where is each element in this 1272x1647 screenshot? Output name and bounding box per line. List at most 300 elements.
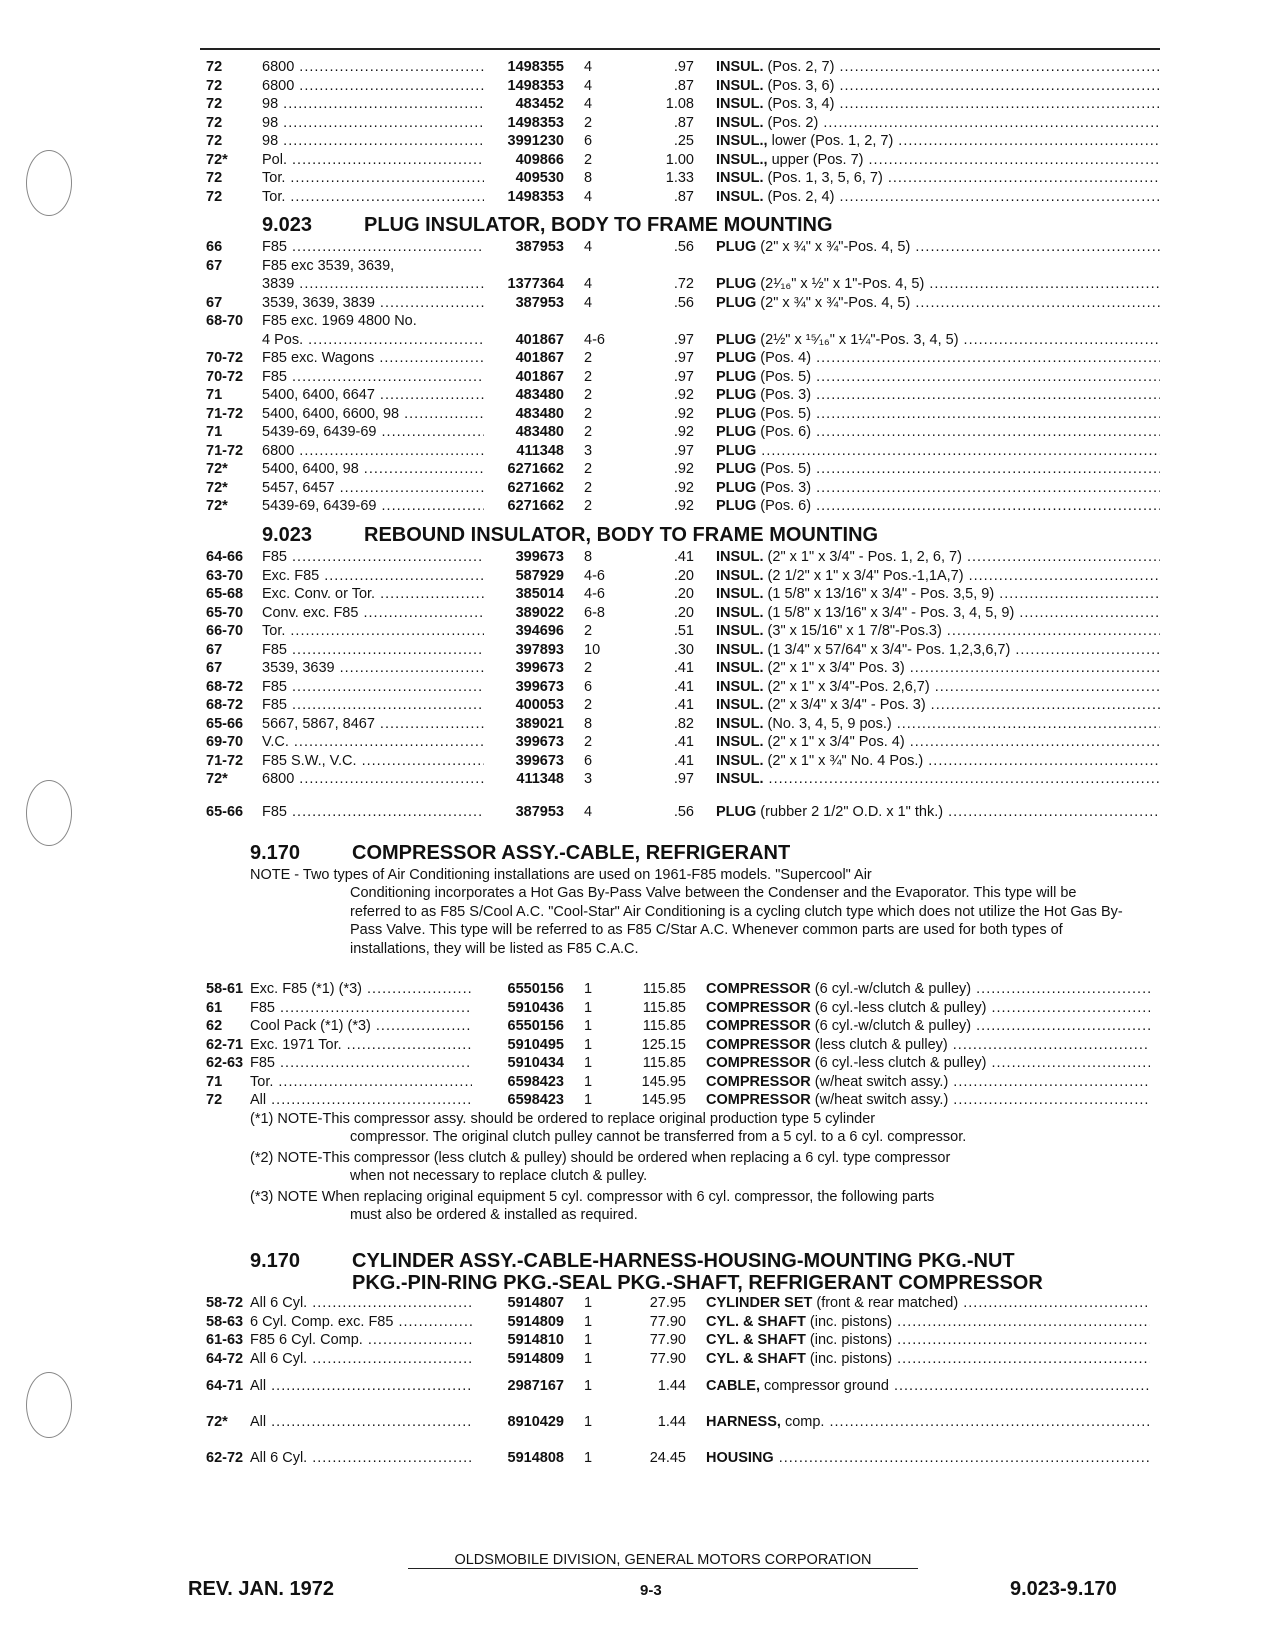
row-description-keyword: INSUL. (716, 96, 764, 112)
row-year: 71-72 (206, 442, 244, 459)
row-model: 4 Pos. ..... (262, 331, 484, 350)
row-part-number: 399673 (515, 752, 564, 769)
table-row (0, 331, 1272, 350)
row-price: .92 (673, 424, 694, 440)
row-part-number: 399673 (515, 678, 564, 695)
row-year: 71-72 (206, 752, 244, 769)
row-model: F85 ..... (250, 1054, 472, 1073)
row-description-keyword: INSUL. (716, 660, 764, 676)
row-description (706, 1440, 1150, 1476)
row-year: 61 (206, 999, 223, 1016)
footnote-lead: (*2) NOTE-This compressor (less clutch & pulley) should be ordered when replacing a 6 cyl. type compressor (250, 1149, 951, 1166)
row-description (716, 641, 1160, 660)
table-row (0, 423, 1272, 442)
row-description-detail: (2" x 3/4" x 3/4" - Pos. 3) (763, 697, 926, 713)
row-description-detail: (2" x 1" x 3/4"-Pos. 2,6,7) (763, 678, 930, 695)
row-quantity: 8 (584, 549, 593, 565)
row-description-detail: (Pos. 2) (763, 114, 819, 131)
row-description-detail: (3" x 15/16" x 1 7/8"-Pos.3) (763, 623, 942, 639)
row-model: Conv. exc. F85 ..... (262, 604, 484, 623)
row-description-keyword: INSUL. (716, 59, 764, 75)
row-description (716, 548, 1160, 567)
row-quantity: 4 (584, 276, 593, 292)
table-row (0, 442, 1272, 461)
table-row (0, 585, 1272, 604)
row-description-keyword: INSUL. (716, 586, 764, 602)
row-price: .20 (673, 604, 694, 621)
row-year: 72 (206, 188, 223, 205)
row-model: All 6 Cyl. ..... (250, 1440, 472, 1476)
row-description (716, 331, 1160, 350)
section-title: COMPRESSOR ASSY.-CABLE, REFRIGERANT (352, 842, 791, 864)
table-row (0, 497, 1272, 516)
row-description-detail: (Pos. 3, 6) (763, 77, 835, 94)
table-row (0, 1294, 1272, 1313)
row-year: 71 (206, 424, 223, 440)
row-part-number: 3991230 (507, 133, 564, 149)
row-year: 58-63 (206, 1313, 244, 1330)
row-year: 67 (206, 257, 223, 274)
row-price: .97 (673, 59, 694, 75)
row-price: .97 (673, 368, 694, 385)
row-model: F85 ..... (262, 696, 484, 715)
row-price: 1.44 (657, 1414, 686, 1430)
section-compressor (0, 840, 1272, 1227)
row-price: 1.08 (665, 96, 694, 112)
row-year: 67 (206, 294, 223, 311)
row-price: .56 (673, 803, 694, 820)
row-part-number: 389021 (515, 715, 564, 732)
row-price: .41 (673, 549, 694, 565)
row-description-detail: (Pos. 4) (756, 350, 812, 366)
row-description (716, 132, 1160, 151)
row-description (716, 294, 1160, 313)
row-year: 65-66 (206, 803, 244, 820)
row-part-number: 387953 (515, 803, 564, 820)
row-part-number: 6271662 (507, 498, 564, 514)
row-description-keyword: INSUL. (716, 678, 764, 695)
row-description-detail: (Pos. 2, 7) (763, 59, 835, 75)
row-quantity: 4-6 (584, 586, 605, 602)
row-description (706, 1017, 1150, 1036)
row-year: 64-72 (206, 1350, 244, 1367)
row-year: 62-63 (206, 1055, 244, 1071)
row-quantity: 4-6 (584, 331, 605, 348)
table-row (0, 1368, 1272, 1404)
row-description-keyword: HARNESS, (706, 1414, 781, 1430)
row-year: 68-70 (206, 313, 244, 329)
row-description (706, 1294, 1150, 1313)
row-price: .97 (673, 350, 694, 366)
row-price: 115.85 (642, 981, 686, 997)
row-model: F85 ..... (262, 803, 484, 822)
row-model: 6800 ..... (262, 58, 484, 77)
footnote-lead: (*3) NOTE When replacing original equipment 5 cyl. compressor with 6 cyl. compressor, the following parts (250, 1188, 935, 1205)
row-description-detail: (Pos. 6) (756, 424, 812, 440)
table-row (0, 95, 1272, 114)
row-model: 98 ..... (262, 114, 484, 133)
row-part-number: 483480 (515, 387, 564, 403)
row-description-detail: (2½" x ¹⁵⁄₁₆" x 1¼"-Pos. 3, 4, 5) (756, 331, 959, 348)
row-description-detail: (inc. pistons) (805, 1350, 893, 1367)
row-price: 145.95 (641, 1092, 686, 1108)
row-model: Exc. F85 (*1) (*3) ..... (250, 980, 472, 999)
row-description-detail: (inc. pistons) (805, 1313, 893, 1330)
row-part-number: 1377364 (507, 276, 564, 292)
row-part-number: 483480 (515, 424, 564, 440)
row-year: 72 (206, 77, 223, 94)
row-quantity: 4 (584, 59, 593, 75)
row-model: Exc. 1971 Tor. ..... (250, 1036, 472, 1055)
section-title: CYLINDER ASSY.-CABLE-HARNESS-HOUSING-MOUNTING PKG.-NUT (352, 1250, 1015, 1272)
row-description (716, 604, 1160, 623)
row-description (716, 423, 1160, 442)
row-description (716, 95, 1160, 114)
table-row (0, 257, 1272, 276)
row-part-number: 401867 (515, 350, 564, 366)
section-number: 9.170 (250, 842, 301, 864)
row-quantity: 4 (584, 77, 593, 94)
table-row (0, 659, 1272, 678)
row-description (716, 733, 1160, 752)
table-row (0, 733, 1272, 752)
row-description-keyword: PLUG (716, 387, 757, 403)
row-description-detail: comp. (780, 1414, 825, 1430)
row-price: 27.95 (649, 1295, 686, 1311)
footer-section-range: 9.023-9.170 (1010, 1578, 1117, 1600)
table-row (0, 1091, 1272, 1110)
row-description (706, 1350, 1150, 1369)
row-description (716, 803, 1160, 822)
row-year: 62-71 (206, 1036, 244, 1053)
footnote (0, 1110, 1272, 1147)
row-description (716, 479, 1160, 498)
row-part-number: 399673 (515, 734, 564, 750)
section-number: 9.023 (262, 524, 313, 546)
row-quantity: 1 (584, 1350, 593, 1367)
section-title: REBOUND INSULATOR, BODY TO FRAME MOUNTING (364, 524, 879, 546)
row-part-number: 409530 (515, 170, 564, 186)
row-quantity: 6 (584, 678, 593, 695)
row-price: .20 (673, 567, 694, 584)
row-description (716, 386, 1160, 405)
row-part-number: 6271662 (507, 461, 564, 477)
row-description (716, 585, 1160, 604)
row-description-detail: lower (Pos. 1, 2, 7) (767, 133, 894, 149)
row-year: 61-63 (206, 1332, 244, 1348)
row-year: 65-66 (206, 715, 244, 732)
row-description (716, 659, 1160, 678)
row-model: 6 Cyl. Comp. exc. F85 ..... (250, 1313, 472, 1332)
row-description-keyword: INSUL. (716, 734, 764, 750)
row-price: .97 (673, 331, 694, 348)
row-description-keyword: CYLINDER SET (706, 1295, 813, 1311)
table-row (0, 696, 1272, 715)
row-price: .92 (673, 461, 694, 477)
row-description-keyword: COMPRESSOR (706, 981, 811, 997)
row-description-detail: (6 cyl.-w/clutch & pulley) (810, 1018, 972, 1034)
footnote (0, 1149, 1272, 1186)
row-description (716, 58, 1160, 77)
row-quantity: 2 (584, 350, 593, 366)
row-part-number: 399673 (515, 660, 564, 676)
row-description-detail: (6 cyl.-w/clutch & pulley) (810, 981, 972, 997)
row-quantity: 2 (584, 461, 593, 477)
row-part-number: 5914810 (507, 1332, 564, 1348)
row-price: 1.44 (657, 1378, 686, 1394)
row-quantity: 2 (584, 660, 593, 676)
row-description-detail: (Pos. 3) (756, 479, 812, 496)
row-price: 77.90 (649, 1332, 686, 1348)
row-description-keyword: INSUL. (716, 715, 764, 732)
section-heading (0, 840, 1272, 866)
row-model: F85 ..... (262, 548, 484, 567)
note-lead: NOTE - Two types of Air Conditioning installations are used on 1961-F85 models. "Supercool" Air (250, 867, 872, 883)
row-description (716, 567, 1160, 586)
row-description-keyword: PLUG (716, 239, 757, 255)
row-description-keyword: INSUL. (716, 752, 764, 769)
row-description (716, 696, 1160, 715)
row-part-number: 399673 (515, 549, 564, 565)
row-description (706, 1091, 1150, 1110)
row-part-number: 6598423 (507, 1092, 564, 1108)
row-price: .87 (673, 77, 694, 94)
row-quantity: 1 (584, 1018, 593, 1034)
row-quantity: 6 (584, 752, 593, 769)
row-description (716, 151, 1160, 170)
row-description-detail: (1 3/4" x 57/64" x 3/4"- Pos. 1,2,3,6,7) (763, 641, 1011, 658)
row-model: 5400, 6400, 98 ..... (262, 460, 484, 479)
row-description-keyword: INSUL., (716, 151, 768, 168)
table-row (0, 312, 1272, 331)
row-quantity: 1 (584, 1036, 593, 1053)
row-year: 58-61 (206, 981, 244, 997)
section-title: PKG.-PIN-RING PKG.-SEAL PKG.-SHAFT, REFRIGERANT COMPRESSOR (352, 1272, 1043, 1294)
row-part-number: 1498355 (507, 59, 564, 75)
section-heading (0, 212, 1272, 238)
row-description-detail: (rubber 2 1/2" O.D. x 1" thk.) (756, 803, 944, 820)
row-price: 1.33 (665, 170, 694, 186)
row-price: 115.85 (642, 1018, 686, 1034)
row-model: 5457, 6457 ..... (262, 479, 484, 498)
row-year: 58-72 (206, 1295, 244, 1311)
row-price: .20 (673, 586, 694, 602)
table-row (0, 386, 1272, 405)
row-quantity: 2 (584, 623, 593, 639)
row-quantity: 1 (584, 1414, 593, 1430)
row-part-number: 5910495 (507, 1036, 564, 1053)
table-row (0, 479, 1272, 498)
table-row (0, 678, 1272, 697)
row-description (716, 678, 1160, 697)
row-model: F85 exc. 1969 4800 No. (262, 313, 417, 329)
row-price: .87 (673, 114, 694, 131)
row-description (716, 497, 1160, 516)
row-part-number: 1498353 (507, 77, 564, 94)
row-description-keyword: INSUL. (716, 697, 764, 713)
row-part-number: 5914808 (507, 1450, 564, 1466)
row-model: 5400, 6400, 6647 ..... (262, 386, 484, 405)
row-description-keyword: PLUG (716, 442, 757, 459)
row-quantity: 4 (584, 294, 593, 311)
row-quantity: 4 (584, 96, 593, 112)
row-price: .72 (673, 276, 694, 292)
row-quantity: 1 (584, 1313, 593, 1330)
row-part-number: 587929 (515, 567, 564, 584)
table-row (0, 641, 1272, 660)
row-description-keyword: CABLE, (706, 1378, 760, 1394)
row-model: F85 exc. Wagons ..... (262, 349, 484, 368)
row-description-detail: (inc. pistons) (805, 1332, 893, 1348)
row-description (716, 188, 1160, 207)
row-part-number: 400053 (515, 697, 564, 713)
row-price: .97 (673, 442, 694, 459)
row-part-number: 389022 (515, 604, 564, 621)
row-description-keyword: PLUG (716, 498, 757, 514)
section-heading (0, 1250, 1272, 1272)
row-year: 72 (206, 59, 223, 75)
row-part-number: 387953 (515, 294, 564, 311)
row-description-detail: (2" x 1" x 3/4" - Pos. 1, 2, 6, 7) (763, 549, 962, 565)
row-description-detail: upper (Pos. 7) (767, 151, 864, 168)
row-description-keyword: PLUG (716, 350, 757, 366)
row-description-keyword: CYL. & SHAFT (706, 1332, 806, 1348)
row-model: Exc. Conv. or Tor. ..... (262, 585, 484, 604)
row-model: 5439-69, 6439-69 ..... (262, 423, 484, 442)
row-description-keyword: PLUG (716, 461, 757, 477)
row-year: 67 (206, 641, 223, 658)
row-price: .92 (673, 387, 694, 403)
row-description (706, 1313, 1150, 1332)
row-description-detail: (Pos. 1, 3, 5, 6, 7) (763, 170, 883, 186)
row-quantity: 2 (584, 368, 593, 385)
table-row (0, 114, 1272, 133)
ac-note (0, 866, 1272, 980)
row-year: 63-70 (206, 567, 244, 584)
row-price: 24.45 (649, 1450, 686, 1466)
row-description-keyword: INSUL. (716, 771, 764, 787)
row-quantity: 2 (584, 405, 593, 422)
row-description-detail: (front & rear matched) (812, 1295, 959, 1311)
row-quantity: 2 (584, 498, 593, 514)
row-quantity: 1 (584, 1450, 593, 1466)
row-quantity: 3 (584, 771, 593, 787)
row-description (706, 999, 1150, 1018)
row-part-number: 5914809 (507, 1350, 564, 1367)
row-price: .82 (673, 715, 694, 732)
table-row (0, 770, 1272, 789)
table-row (0, 460, 1272, 479)
row-year: 72 (206, 96, 223, 112)
row-year: 65-70 (206, 604, 244, 621)
row-description-detail: (1 5/8" x 13/16" x 3/4" - Pos. 3, 4, 5, 9) (763, 604, 1015, 621)
row-description-detail: (2" x 1" x 3/4" Pos. 4) (763, 734, 905, 750)
row-model: All ..... (250, 1091, 472, 1110)
row-part-number: 409866 (515, 151, 564, 168)
row-part-number: 394696 (515, 623, 564, 639)
table-row (0, 1017, 1272, 1036)
row-model: F85 ..... (250, 999, 472, 1018)
table-row (0, 803, 1272, 822)
table-row (0, 1054, 1272, 1073)
row-year: 66 (206, 239, 223, 255)
row-part-number: 6550156 (507, 981, 564, 997)
row-description-keyword: COMPRESSOR (706, 1018, 811, 1034)
row-quantity: 2 (584, 424, 593, 440)
row-model: All ..... (250, 1368, 472, 1404)
table-row (0, 132, 1272, 151)
row-price: .41 (673, 697, 694, 713)
row-description-detail: (2" x ¾" x ¾"-Pos. 4, 5) (756, 294, 911, 311)
row-price: 125.15 (641, 1036, 686, 1053)
row-description-detail: (1 5/8" x 13/16" x 3/4" - Pos. 3,5, 9) (763, 586, 995, 602)
section-rebound-insulator (0, 522, 1272, 821)
row-year: 69-70 (206, 734, 244, 750)
row-description-detail: (6 cyl.-less clutch & pulley) (810, 999, 987, 1016)
row-model: 5439-69, 6439-69 ..... (262, 497, 484, 516)
table-row (0, 188, 1272, 207)
row-price: .87 (673, 188, 694, 205)
table-row (0, 548, 1272, 567)
row-model: 6800 ..... (262, 442, 484, 461)
row-description-keyword: COMPRESSOR (706, 1073, 811, 1090)
row-price: 115.85 (642, 1055, 686, 1071)
row-description-detail: (Pos. 3, 4) (763, 96, 835, 112)
row-part-number: 6271662 (507, 479, 564, 496)
row-description-keyword: INSUL. (716, 170, 764, 186)
row-model: Tor. ..... (250, 1073, 472, 1092)
row-description-keyword: INSUL. (716, 641, 764, 658)
row-year: 72* (206, 498, 228, 514)
row-description (706, 1404, 1150, 1440)
table-row (0, 1073, 1272, 1092)
row-model: 3839 ..... (262, 275, 484, 294)
footnote-body: when not necessary to replace clutch & pulley. (350, 1168, 648, 1184)
row-description-keyword: PLUG (716, 368, 757, 385)
row-model: 98 ..... (262, 95, 484, 114)
row-price: .41 (673, 678, 694, 695)
row-part-number: 5914807 (507, 1295, 564, 1311)
table-row (0, 1350, 1272, 1369)
row-price: .30 (673, 641, 694, 658)
row-price: .41 (673, 734, 694, 750)
row-description-keyword: PLUG (716, 331, 757, 348)
table-row (0, 980, 1272, 999)
row-description-keyword: CYL. & SHAFT (706, 1350, 806, 1367)
row-model: 5667, 5867, 8467 ..... (262, 715, 484, 734)
section-title: PLUG INSULATOR, BODY TO FRAME MOUNTING (364, 214, 833, 236)
table-row (0, 349, 1272, 368)
row-model: Cool Pack (*1) (*3) ..... (250, 1017, 472, 1036)
row-part-number: 411348 (516, 771, 564, 787)
row-quantity: 8 (584, 715, 593, 732)
row-description-keyword: PLUG (716, 803, 757, 820)
row-description (716, 770, 1160, 789)
row-model: 5400, 6400, 6600, 98 ..... (262, 405, 484, 424)
row-description (716, 715, 1160, 734)
row-quantity: 8 (584, 170, 593, 186)
footer-rule (408, 1568, 918, 1569)
row-description-detail: (2¹⁄₁₆" x ½" x 1"-Pos. 4, 5) (756, 276, 925, 292)
row-model: F85 ..... (262, 678, 484, 697)
row-price: .25 (673, 133, 694, 149)
table-row (0, 715, 1272, 734)
row-model: F85 ..... (262, 641, 484, 660)
row-description (706, 1054, 1150, 1073)
row-part-number: 387953 (515, 239, 564, 255)
row-description-keyword: INSUL. (716, 77, 764, 94)
row-model: All ..... (250, 1404, 472, 1440)
